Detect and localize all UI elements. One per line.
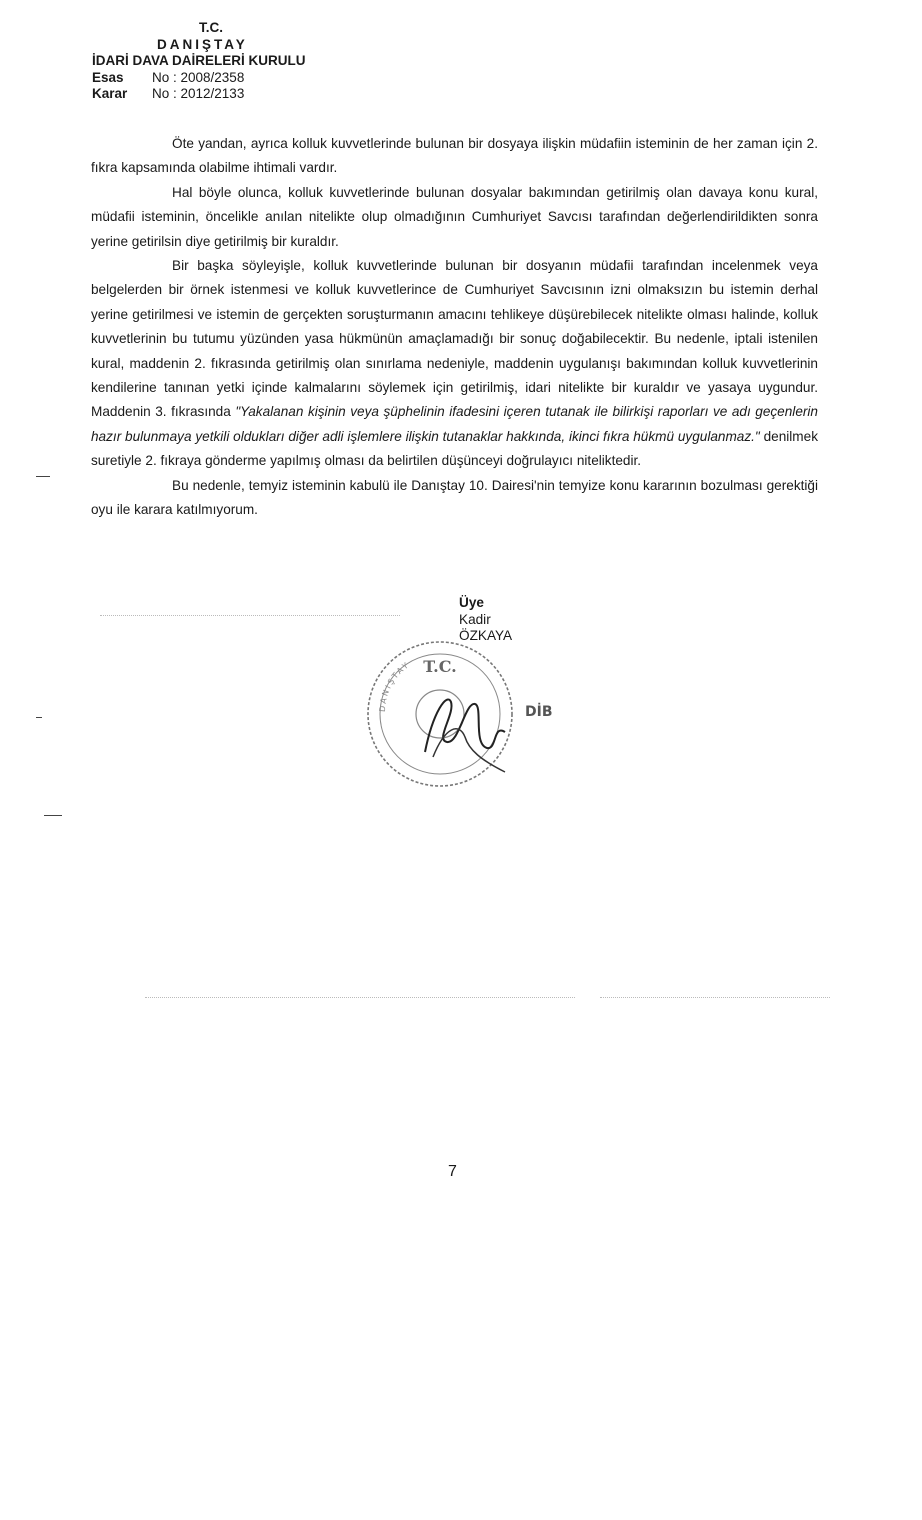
scan-mark <box>36 476 50 477</box>
signature-last-name: ÖZKAYA <box>459 628 513 643</box>
scan-dotline <box>600 997 830 998</box>
esas-value: No : 2008/2358 <box>152 69 245 85</box>
page-number: 7 <box>448 1163 457 1180</box>
signature-title: Üye <box>459 595 484 610</box>
header-danistay: DANIŞTAY <box>157 36 248 52</box>
document-header <box>92 20 412 103</box>
seal-center-ring <box>416 690 464 738</box>
karar-value: No : 2012/2133 <box>152 86 245 101</box>
scan-mark <box>36 717 42 718</box>
seal-ring-textpath: DANIŞTAY <box>377 659 412 713</box>
handwritten-signature <box>425 699 505 752</box>
seal-right-text: DİB <box>525 704 553 720</box>
paragraph-3-text-b: denilmek suretiyle 2. fıkraya gönderme yapılmış olması da belirtilen düşünceyi doğrulayıcı niteliktedir. <box>91 428 818 469</box>
header-kurul: İDARİ DAVA DAİRELERİ KURULU <box>92 53 306 68</box>
header-karar <box>92 86 412 103</box>
header-esas <box>92 70 412 87</box>
esas-label: Esas <box>92 69 124 85</box>
official-seal <box>355 632 585 792</box>
paragraph-1: Öte yandan, ayrıca kolluk kuvvetlerinde bulunan bir dosyaya ilişkin müdafiin isteminin de her zaman için 2. fıkra kapsamında olabilme ihtimali vardır. <box>91 136 818 176</box>
paragraph-3 <box>91 254 818 474</box>
seal-top-text: T.C. <box>423 657 457 676</box>
paragraph-2: Hal böyle olunca, kolluk kuvvetlerinde bulunan dosyalar bakımından getirilmiş olan davaya konu kural, müdafii isteminin, öncelikle anılan nitelikte olup olmadığının Cumhuriyet Savcısı tarafından değerlendirildikten sonra yerine getirilsin diye getirilmiş bir kuraldır. <box>91 184 818 249</box>
header-tc: T.C. <box>199 20 224 35</box>
scan-mark <box>44 815 62 816</box>
signature-first-name: Kadir <box>459 611 491 627</box>
paragraph-4: Bu nedenle, temyiz isteminin kabulü ile Danıştay 10. Dairesi'nin temyize konu kararının bozulması gerektiği oyu ile karara katılmıyorum. <box>91 477 818 518</box>
paragraph-3-quote: "Yakalanan kişinin veya şüphelinin ifadesini içeren tutanak ile bilirkişi raporları ve adı geçenlerin hazır bulunmaya yetkili oldukları diğer adli işlemlere ilişkin tutanaklar hakkında, ikinci fıkra hükmü uygulanmaz." <box>91 404 818 444</box>
karar-label: Karar <box>92 86 128 101</box>
scan-dotline <box>100 615 400 616</box>
scan-dotline <box>145 997 575 998</box>
paragraph-3-text-a: Bir başka söyleyişle, kolluk kuvvetlerinde bulunan bir dosyanın müdafii tarafından incelenmek veya belgelerden bir örnek istenmesi ve kolluk kuvvetlerince de Cumhuriyet Savcısının izni olmaksızın bu istemin derhal yerine getirilmesi ve istemin de gerçekten soruşturmanın amacını tehlikeye düşürebilecek nitelikte olması halinde, kolluk kuvvetlerinin bu tutumu yüzünden yasa hükmünün amaçlamadığı bir sonuç doğabilecektir. Bu nedenle, iptali istenilen kural, maddenin 2. fıkrasında getirilmiş olan sınırlama nedeniyle, maddenin uygulanışı bakımından kolluk kuvvetlerinin kendilerine tanınan yetki içinde kalmalarını söylemek için getirilmiş, idari nitelikte bir kuraldır ve yasaya uygundur. Maddenin 3. fıkrasında <box>91 258 818 420</box>
document-body <box>91 132 818 523</box>
seal-ring-text <box>378 660 412 712</box>
